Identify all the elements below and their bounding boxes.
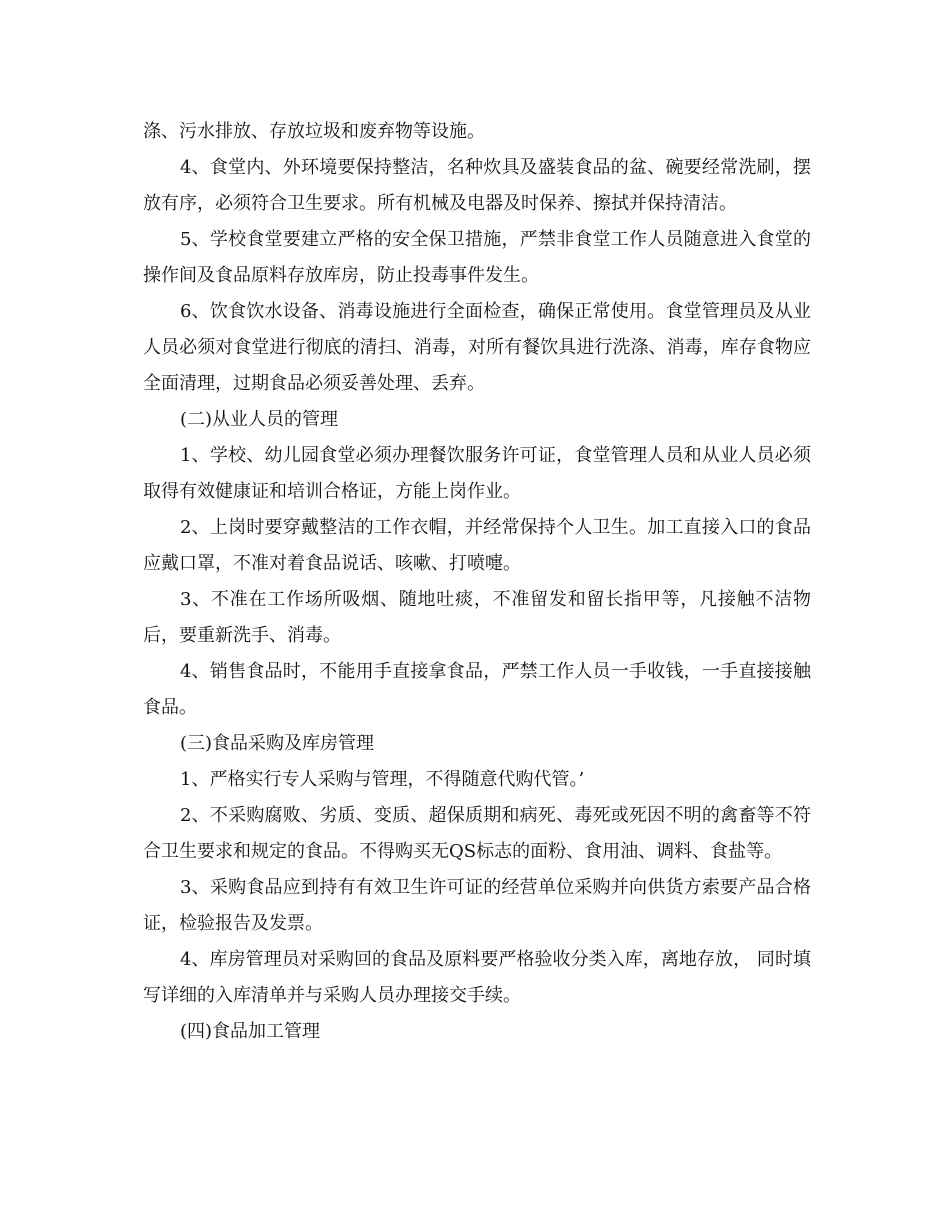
paragraph-item-5-security: 5、学校食堂要建立严格的安全保卫措施，严禁非食堂工作人员随意进入食堂的操作间及食品原料存放库房，防止投毒事件发生。	[143, 229, 811, 286]
section-heading-processing: (四)食品加工管理	[180, 1021, 321, 1042]
paragraph-continuation: 涤、污水排放、存放垃圾和废弃物等设施。	[143, 121, 485, 142]
paragraph-staff-4: 4、销售食品时，不能用手直接拿食品，严禁工作人员一手收钱，一手直接接触食品。	[143, 661, 811, 718]
paragraph-purchasing-2: 2、不采购腐败、劣质、变质、超保质期和病死、毒死或死因不明的禽畜等不符合卫生要求和规定的食品。不得购买无QS标志的面粉、食用油、调料、食盐等。	[143, 805, 811, 862]
paragraph-staff-2: 2、上岗时要穿戴整洁的工作衣帽，并经常保持个人卫生。加工直接入口的食品应戴口罩，不准对着食品说话、咳嗽、打喷嚏。	[143, 517, 811, 574]
paragraph-purchasing-3: 3、采购食品应到持有有效卫生许可证的经营单位采购并向供货方索要产品合格证，检验报告及发票。	[143, 877, 811, 934]
section-heading-staff: (二)从业人员的管理	[180, 409, 339, 430]
paragraph-item-6-equipment: 6、饮食饮水设备、消毒设施进行全面检查，确保正常使用。食堂管理员及从业人员必须对食堂进行彻底的清扫、消毒，对所有餐饮具进行洗涤、消毒，库存食物应全面清理，过期食品必须妥善处理、丢弃。	[143, 301, 811, 394]
paragraph-item-4-environment: 4、食堂内、外环境要保持整洁，名种炊具及盛装食品的盆、碗要经常洗刷，摆放有序，必须符合卫生要求。所有机械及电器及时保养、擦拭并保持清洁。	[143, 157, 811, 214]
document-body	[143, 114, 811, 1050]
section-heading-purchasing: (三)食品采购及库房管理	[180, 733, 375, 754]
paragraph-staff-3: 3、不准在工作场所吸烟、随地吐痰，不准留发和留长指甲等，凡接触不洁物后，要重新洗手、消毒。	[143, 589, 811, 646]
paragraph-purchasing-4: 4、库房管理员对采购回的食品及原料要严格验收分类入库，离地存放， 同时填写详细的入库清单并与采购人员办理接交手续。	[143, 949, 811, 1006]
paragraph-purchasing-1: 1、严格实行专人采购与管理，不得随意代购代管。’	[180, 769, 585, 790]
paragraph-staff-1: 1、学校、幼儿园食堂必须办理餐饮服务许可证，食堂管理人员和从业人员必须取得有效健康证和培训合格证，方能上岗作业。	[143, 445, 811, 502]
